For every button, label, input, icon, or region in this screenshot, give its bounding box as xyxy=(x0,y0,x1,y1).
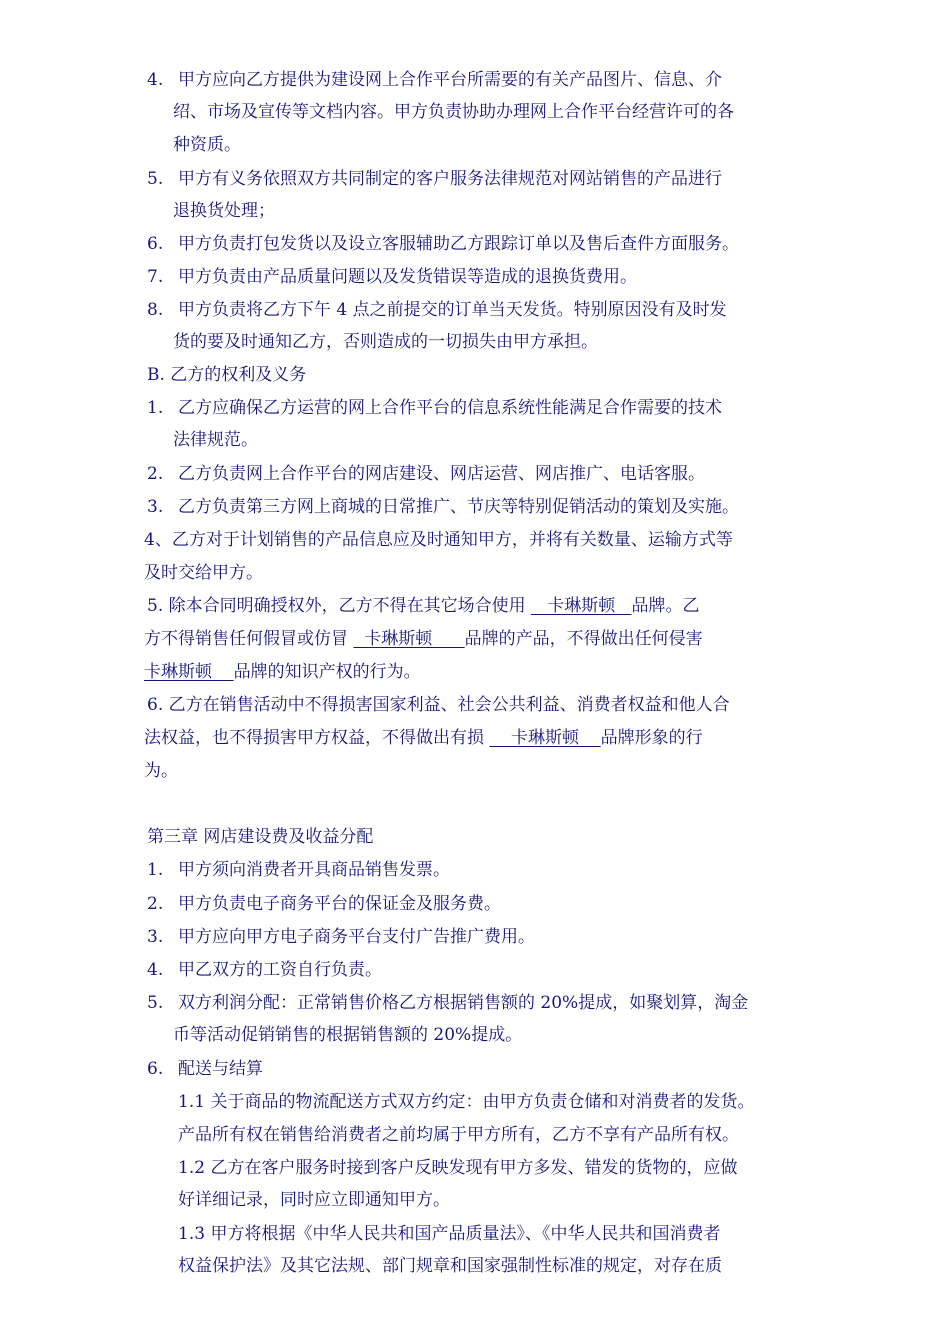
clause-text: 双方利润分配：正常销售价格乙方根据销售额的 20%提成，如聚划算，淘金 xyxy=(178,993,749,1013)
clause-text xyxy=(144,628,703,650)
clause-text: 种资质。 xyxy=(173,135,241,155)
clause-text: 币等活动促销销售的根据销售额的 20%提成。 xyxy=(173,1025,523,1045)
clause-text: 甲方应向甲方电子商务平台支付广告推广费用。 xyxy=(178,927,535,947)
clause-text-part: 品牌的产品，不得做出任何侵害 xyxy=(464,629,703,649)
item-number: 4. xyxy=(147,70,164,90)
item-number: 8. xyxy=(147,300,164,320)
clause-text: 甲方负责将乙方下午 4 点之前提交的订单当天发货。特别原因没有及时发 xyxy=(178,300,727,320)
clause-text: 甲方负责由产品质量问题以及发货错误等造成的退换货费用。 xyxy=(178,267,637,287)
clause-text-part: 品牌的知识产权的行为。 xyxy=(233,662,421,682)
clause-text: 及时交给甲方。 xyxy=(144,563,263,583)
item-number: 6. xyxy=(147,234,164,254)
section-heading: B. 乙方的权利及义务 xyxy=(147,365,307,385)
clause-text: 甲方有义务依照双方共同制定的客户服务法律规范对网站销售的产品进行 xyxy=(178,169,722,189)
clause-text xyxy=(144,727,703,749)
clause-text: 甲方须向消费者开具商品销售发票。 xyxy=(178,860,450,880)
clause-text: 甲乙双方的工资自行负责。 xyxy=(178,960,382,980)
clause-text-part: 方不得销售任何假冒或仿冒 xyxy=(144,629,354,649)
clause-text: 4、乙方对于计划销售的产品信息应及时通知甲方，并将有关数量、运输方式等 xyxy=(144,530,733,550)
item-number: 3. xyxy=(147,497,164,517)
clause-text: 绍、市场及宣传等文档内容。甲方负责协助办理网上合作平台经营许可的各 xyxy=(173,102,734,122)
brand-name: 卡琳斯顿 xyxy=(531,596,632,616)
clause-text: 6. 乙方在销售活动中不得损害国家利益、社会公共利益、消费者权益和他人合 xyxy=(147,695,730,715)
clause-text: 货的要及时通知乙方，否则造成的一切损失由甲方承担。 xyxy=(173,332,598,352)
clause-text-part: 法权益，也不得损害甲方权益，不得做出有损 xyxy=(144,728,490,748)
clause-text-part: 品牌。乙 xyxy=(631,596,700,616)
clause-text: 乙方负责第三方网上商城的日常推广、节庆等特别促销活动的策划及实施。 xyxy=(178,497,739,517)
item-number: 7. xyxy=(147,267,164,287)
item-number: 2. xyxy=(147,894,164,914)
item-number: 2. xyxy=(147,464,164,484)
clause-text: 甲方负责打包发货以及设立客服辅助乙方跟踪订单以及售后查件方面服务。 xyxy=(178,234,739,254)
sub-clause-text: 1.2 乙方在客户服务时接到客户反映发现有甲方多发、错发的货物的，应做 xyxy=(178,1158,738,1178)
clause-text: 乙方负责网上合作平台的网店建设、网店运营、网店推广、电话客服。 xyxy=(178,464,705,484)
item-number: 6. xyxy=(147,1059,164,1079)
clause-text: 法律规范。 xyxy=(173,430,258,450)
clause-text xyxy=(144,661,421,683)
clause-text: 甲方负责电子商务平台的保证金及服务费。 xyxy=(178,894,501,914)
clause-text: 配送与结算 xyxy=(178,1059,263,1079)
brand-name: 卡琳斯顿 xyxy=(489,728,601,748)
sub-clause-text: 产品所有权在销售给消费者之前均属于甲方所有，乙方不享有产品所有权。 xyxy=(178,1125,739,1145)
item-number: 1. xyxy=(147,860,164,880)
clause-text xyxy=(147,595,699,617)
chapter-heading: 第三章 网店建设费及收益分配 xyxy=(147,827,374,847)
clause-text: 退换货处理； xyxy=(173,201,275,221)
brand-name: 卡琳斯顿 xyxy=(353,629,465,649)
clause-text-part: 5. 除本合同明确授权外，乙方不得在其它场合使用 xyxy=(147,596,532,616)
clause-text-part: 品牌形象的行 xyxy=(600,728,703,748)
sub-clause-text: 1.3 甲方将根据《中华人民共和国产品质量法》、《中华人民共和国消费者 xyxy=(178,1224,721,1244)
clause-text: 甲方应向乙方提供为建设网上合作平台所需要的有关产品图片、信息、介 xyxy=(178,70,722,90)
sub-clause-text: 好详细记录，同时应立即通知甲方。 xyxy=(178,1190,450,1210)
sub-clause-text: 权益保护法》及其它法规、部门规章和国家强制性标准的规定，对存在质 xyxy=(178,1256,722,1276)
clause-text: 乙方应确保乙方运营的网上合作平台的信息系统性能满足合作需要的技术 xyxy=(178,398,722,418)
item-number: 1. xyxy=(147,398,164,418)
item-number: 5. xyxy=(147,993,164,1013)
item-number: 3. xyxy=(147,927,164,947)
item-number: 5. xyxy=(147,169,164,189)
clause-text: 为。 xyxy=(144,761,178,781)
sub-clause-text: 1.1 关于商品的物流配送方式双方约定：由甲方负责仓储和对消费者的发货。 xyxy=(178,1092,755,1112)
brand-name: 卡琳斯顿 xyxy=(144,662,234,682)
item-number: 4. xyxy=(147,960,164,980)
